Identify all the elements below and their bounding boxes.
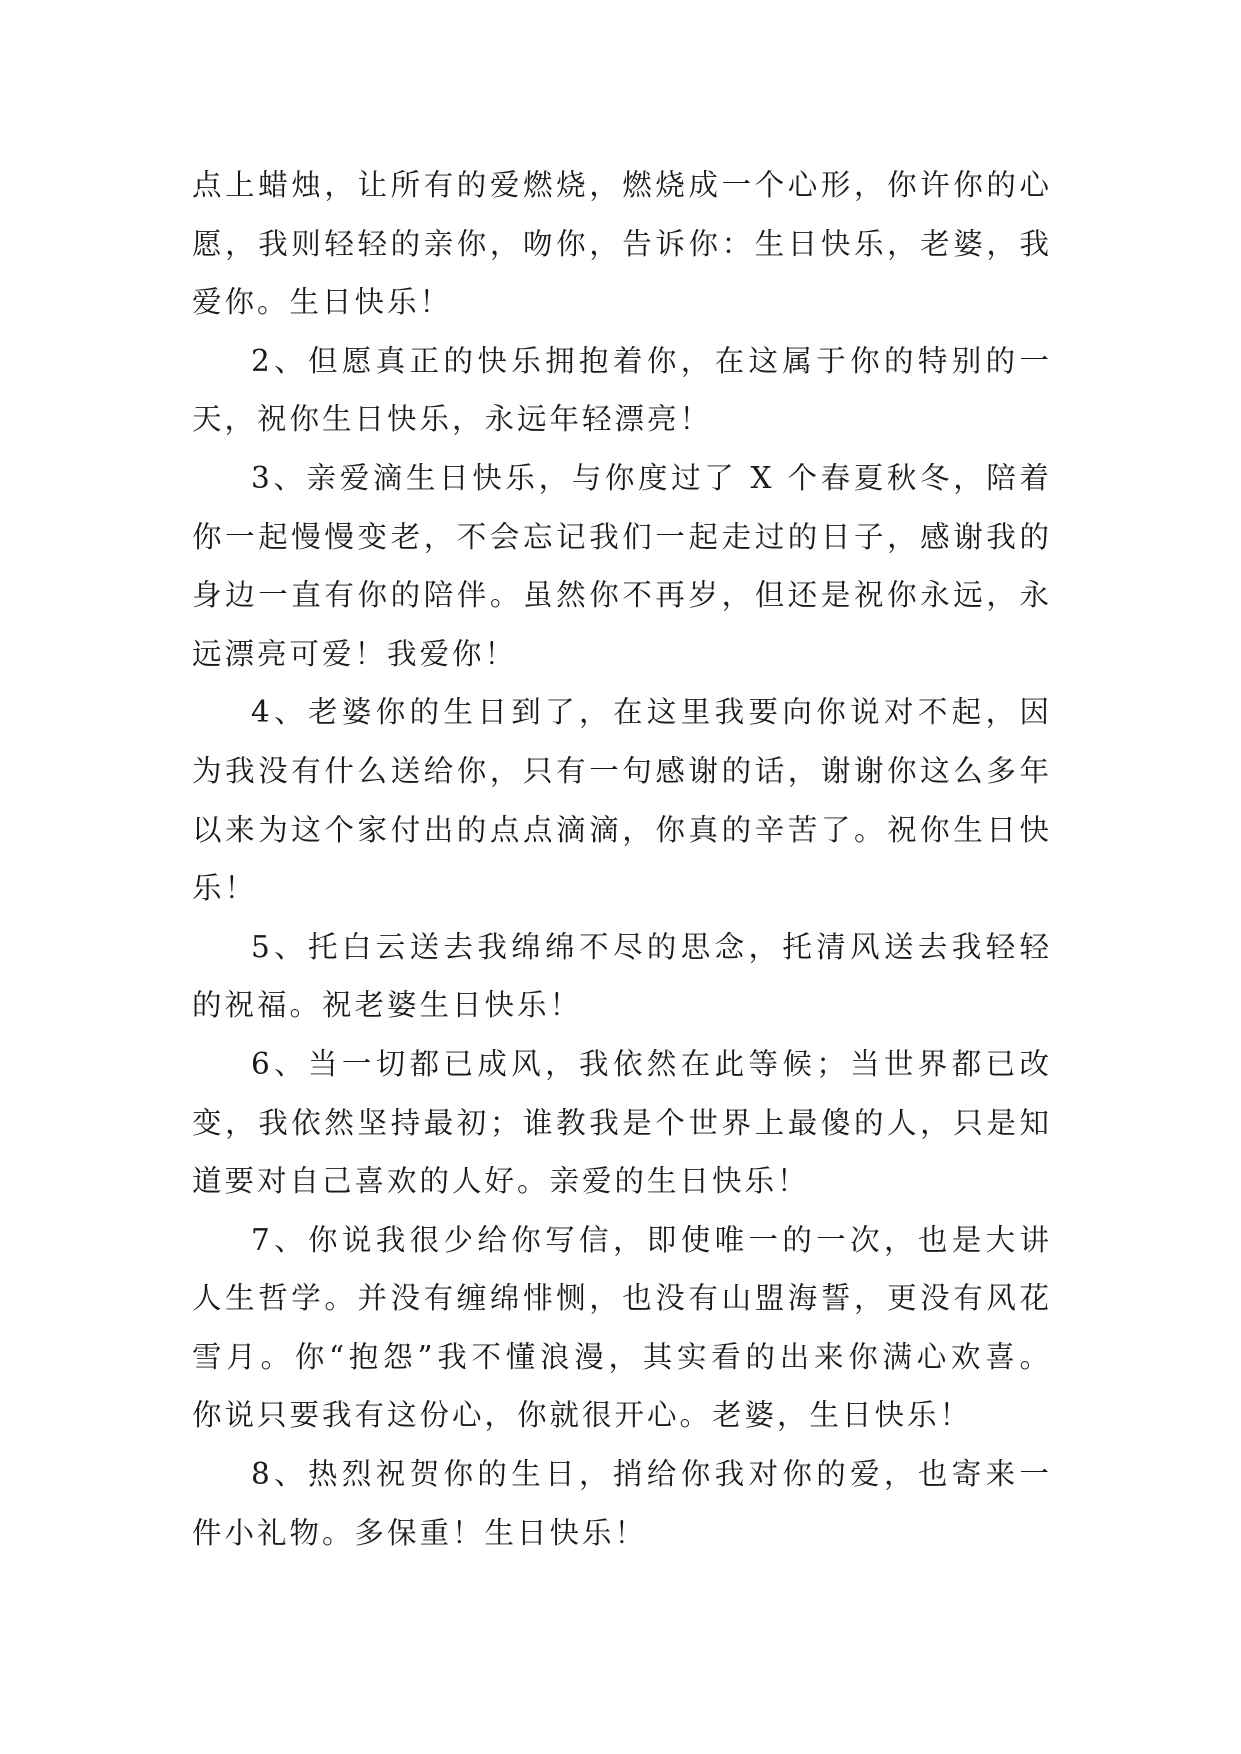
- text-line: 点上蜡烛，让所有的爱燃烧，燃烧成一个心形，你许你的心: [192, 168, 1052, 202]
- text-line: 6、当一切都已成风，我依然在此等候；当世界都已改: [251, 1046, 1052, 1081]
- text-line: 你一起慢慢变老，不会忘记我们一起走过的日子，感谢我的: [192, 519, 1052, 554]
- text-line: 道要对自己喜欢的人好。亲爱的生日快乐！: [192, 1164, 810, 1199]
- text-line: 爱你。生日快乐！: [192, 285, 453, 320]
- paragraph-7: [192, 1211, 1052, 1445]
- text-line: 以来为这个家付出的点点滴滴，你真的辛苦了。祝你生日快: [192, 812, 1052, 847]
- text-line: 7、你说我很少给你写信，即使唯一的一次，也是大讲: [251, 1222, 1052, 1257]
- paragraph-3: [192, 449, 1052, 683]
- text-line: 5、托白云送去我绵绵不尽的思念，托清风送去我轻轻: [251, 929, 1052, 964]
- document-body: [192, 156, 1052, 1562]
- text-line: 2、但愿真正的快乐拥抱着你，在这属于你的特别的一: [251, 343, 1052, 378]
- paragraph-2: [192, 332, 1052, 449]
- text-line: 3、亲爱滴生日快乐，与你度过了 X 个春夏秋冬，陪着: [251, 460, 1052, 495]
- text-line: 远漂亮可爱！我爱你！: [192, 636, 518, 671]
- text-line: 8、热烈祝贺你的生日，捎给你我对你的爱，也寄来一: [251, 1457, 1052, 1492]
- text-line: 愿，我则轻轻的亲你，吻你，告诉你：生日快乐，老婆，我: [192, 226, 1052, 261]
- text-line: 天，祝你生日快乐，永远年轻漂亮！: [192, 402, 713, 437]
- text-line: 人生哲学。并没有缠绵悱恻，也没有山盟海誓，更没有风花: [192, 1281, 1052, 1316]
- text-line: 的祝福。祝老婆生日快乐！: [192, 988, 583, 1023]
- paragraph-intro: [192, 156, 1052, 332]
- text-line: 雪月。你“抱怨”我不懂浪漫，其实看的出来你满心欢喜。: [192, 1339, 1052, 1374]
- text-line: 4、老婆你的生日到了，在这里我要向你说对不起，因: [251, 695, 1052, 730]
- text-line: 件小礼物。多保重！生日快乐！: [192, 1515, 648, 1550]
- paragraph-5: [192, 918, 1052, 1035]
- paragraph-4: [192, 683, 1052, 917]
- text-line: 身边一直有你的陪伴。虽然你不再岁，但还是祝你永远，永: [192, 578, 1052, 613]
- text-line: 为我没有什么送给你，只有一句感谢的话，谢谢你这么多年: [192, 753, 1052, 788]
- text-line: 变，我依然坚持最初；谁教我是个世界上最傻的人，只是知: [192, 1105, 1052, 1140]
- text-line: 你说只要我有这份心，你就很开心。老婆，生日快乐！: [192, 1398, 973, 1433]
- text-line: 乐！: [192, 871, 258, 906]
- paragraph-6: [192, 1035, 1052, 1211]
- paragraph-8: [192, 1445, 1052, 1562]
